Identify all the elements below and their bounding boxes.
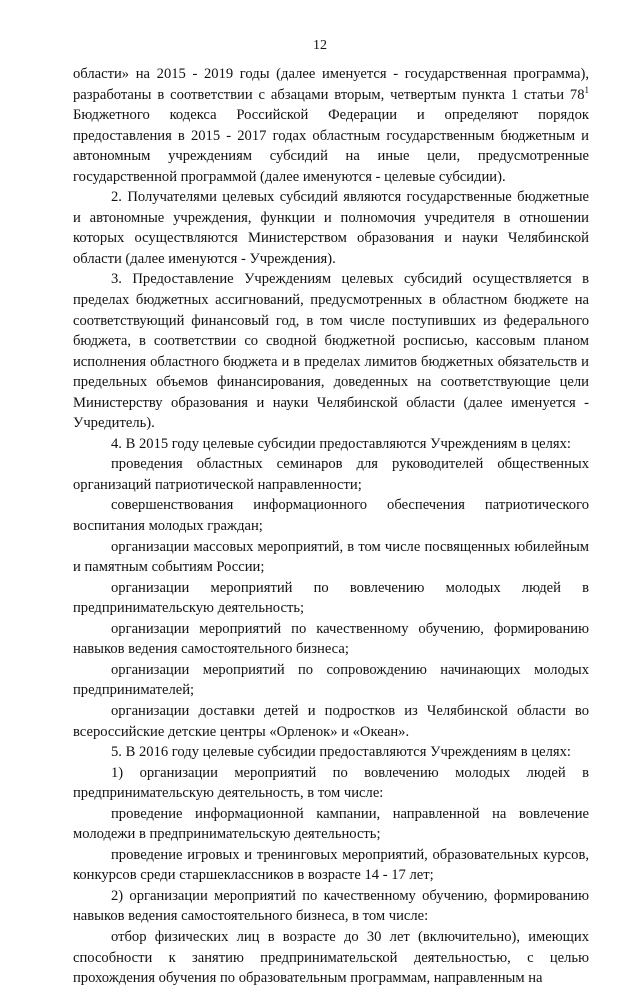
list-item-selection: отбор физических лиц в возрасте до 30 лет (включительно), имеющих способности к занятию предпринимательской деятельностью, с целью прохождения обучения по образовательным программам, направленным на (73, 928, 589, 987)
list-item-5-1: 1) организации мероприятий по вовлечению молодых людей в предпринимательскую деятельность, в том числе: (73, 764, 589, 802)
paragraph-program-intro (73, 64, 589, 187)
list-item-seminars: проведения областных семинаров для руководителей общественных организаций патриотической направленности; (73, 456, 589, 493)
paragraph-item-2: 2. Получателями целевых субсидий являются государственные бюджетные и автономные учреждения, функции и полномочия учредителя в отношении которых осуществляются Министерством образования и науки Челябинской области (далее именуются - Учреждения). (73, 189, 589, 267)
paragraph-item-5: 5. В 2016 году целевые субсидии предоставляются Учреждениям в целях: (111, 744, 571, 761)
list-item-entrepreneur-support: организации мероприятий по сопровождению начинающих молодых предпринимателей; (73, 661, 589, 699)
article-superscript: 1 (584, 84, 589, 95)
paragraph-text-continued: Бюджетного кодекса Российской Федерации и определяют порядок предоставления в 2015 - 2017 годах областным государственным бюджетным и автономным учреждениям субсидий на иные цели, предусмотренные государственной программой (далее именуются - целевые субсидии). (73, 107, 589, 185)
list-item-information-support: совершенствования информационного обеспечения патриотического воспитания молодых граждан; (73, 497, 589, 535)
page-number: 12 (313, 38, 327, 53)
paragraph-item-4: 4. В 2015 году целевые субсидии предоставляются Учреждениям в целях: (111, 435, 571, 452)
paragraph-text: области» на 2015 - 2019 годы (далее именуется - государственная программа), разработаны в соответствии с абзацами вторым, четвертым пункта 1 статьи 78 (73, 66, 589, 103)
document-body (73, 64, 589, 989)
list-item-business-training: организации мероприятий по качественному обучению, формированию навыков ведения самостоятельного бизнеса; (73, 620, 589, 658)
paragraph-item-3: 3. Предоставление Учреждениям целевых субсидий осуществляется в пределах бюджетных ассигнований, предусмотренных в областном бюджете на соответствующий финансовый год, в том числе поступивших из федерального бюджета, в соответствии со сводной бюджетной росписью, кассовым планом исполнения областного бюджета и в пределах лимитов бюджетных обязательств и предельных объемов финансирования, доведенных на соответствующие цели Министерству образования и науки Челябинской области (далее именуется - Учредитель). (73, 271, 589, 432)
list-item-mass-events: организации массовых мероприятий, в том числе посвященных юбилейным и памятным событиям России; (73, 538, 589, 576)
list-item-children-delivery: организации доставки детей и подростков из Челябинской области во всероссийские детские центры «Орленок» и «Океан». (73, 702, 589, 740)
list-item-entrepreneurship-involvement: организации мероприятий по вовлечению молодых людей в предпринимательскую деятельность; (73, 579, 589, 617)
list-item-games-trainings: проведение игровых и тренинговых мероприятий, образовательных курсов, конкурсов среди старшеклассников в возрасте 14 - 17 лет; (73, 846, 589, 884)
list-item-5-2: 2) организации мероприятий по качественному обучению, формированию навыков ведения самостоятельного бизнеса, в том числе: (73, 887, 589, 925)
list-item-information-campaign: проведение информационной кампании, направленной на вовлечение молодежи в предпринимательскую деятельность; (73, 805, 589, 843)
